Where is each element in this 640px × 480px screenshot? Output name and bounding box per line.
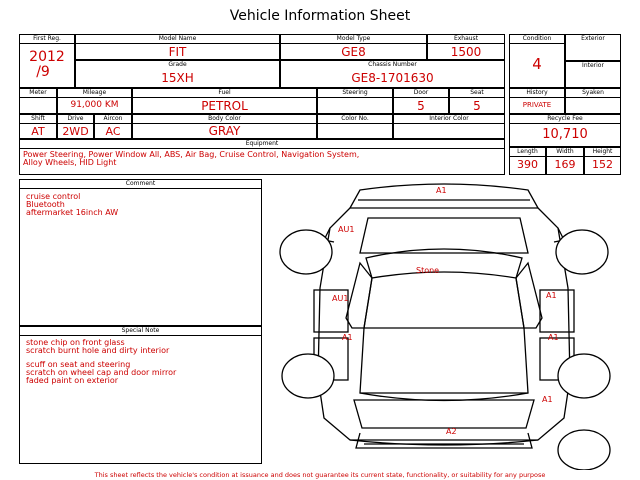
equipment-line2: Alloy Wheels, HID Light <box>23 158 117 167</box>
seat-value: 5 <box>473 99 481 113</box>
exhaust-label: Exhaust <box>453 35 479 42</box>
special-note-line: scuff on seat and steering <box>26 360 131 369</box>
damage-mark: Stone <box>416 266 440 275</box>
syaken-label: Syaken <box>582 89 604 96</box>
fuel-cell <box>132 88 317 114</box>
aircon-label: Aircon <box>103 115 123 122</box>
grade-cell <box>75 60 280 88</box>
door-label: Door <box>413 89 429 96</box>
drive-value: 2WD <box>62 125 89 138</box>
damage-mark: AU1 <box>332 294 349 303</box>
exhaust-cell <box>427 34 505 60</box>
color-no-label: Color No. <box>341 115 369 122</box>
comment-line: Bluetooth <box>26 200 65 209</box>
first-reg-month: /9 <box>36 64 50 80</box>
color-no-cell <box>317 114 393 139</box>
equipment-label: Equipment <box>245 140 279 147</box>
equipment-line1: Power Steering, Power Window All, ABS, Air Bag, Cruise Control, Navigation System, <box>23 150 360 159</box>
width-value: 169 <box>554 158 576 171</box>
chassis-label: Chassis Number <box>368 61 417 68</box>
special-note-label: Special Note <box>121 327 160 334</box>
equipment-cell <box>19 139 505 175</box>
damage-mark: AU1 <box>338 225 355 234</box>
special-note-line: scratch burnt hole and dirty interior <box>26 346 170 355</box>
exhaust-value: 1500 <box>450 45 482 59</box>
height-value: 152 <box>592 158 613 171</box>
meter-cell <box>19 88 57 114</box>
door-cell <box>393 88 449 114</box>
damage-mark: A1 <box>546 291 557 300</box>
mileage-value: 91,000 KM <box>70 100 119 110</box>
model-name-label: Model Name <box>158 35 197 42</box>
grade-value: 15XH <box>161 71 194 85</box>
comment-box <box>19 179 262 326</box>
shift-cell <box>19 114 57 139</box>
interior-label: Interior <box>582 62 604 69</box>
interior-color-cell <box>393 114 505 139</box>
fuel-value: PETROL <box>201 99 248 113</box>
height-label: Height <box>592 148 613 155</box>
model-type-label: Model Type <box>336 35 371 42</box>
history-cell <box>509 88 565 114</box>
first-reg-label: First Reg. <box>33 35 61 42</box>
shift-label: Shift <box>31 115 45 122</box>
recycle-fee-value: 10,710 <box>542 127 588 142</box>
syaken-cell <box>565 88 621 114</box>
comment-label: Comment <box>125 180 156 187</box>
condition-value: 4 <box>532 55 542 73</box>
chassis-cell <box>280 60 505 88</box>
aircon-cell <box>94 114 132 139</box>
page-title: Vehicle Information Sheet <box>229 8 411 24</box>
special-note-line: faded paint on exterior <box>26 376 119 385</box>
width-cell <box>546 147 584 175</box>
shift-value: AT <box>31 125 45 138</box>
condition-cell <box>509 34 565 88</box>
meter-label: Meter <box>29 89 47 96</box>
car-damage-diagram <box>268 178 620 470</box>
body-color-value: GRAY <box>208 124 241 138</box>
model-type-cell <box>280 34 427 60</box>
interior-cell <box>565 61 621 88</box>
footer-disclaimer: This sheet reflects the vehicle's condition at issuance and does not guarantee its current state, functionality, or suitability for any purpose <box>94 471 546 479</box>
first-reg-year: 2012 <box>29 49 65 65</box>
mileage-label: Mileage <box>82 89 107 96</box>
condition-label: Condition <box>522 35 552 42</box>
model-type-value: GE8 <box>341 45 366 59</box>
recycle-fee-cell <box>509 114 621 147</box>
damage-mark: A1 <box>436 186 447 195</box>
door-value: 5 <box>417 99 425 113</box>
length-cell <box>509 147 546 175</box>
model-name-value: FIT <box>168 45 187 59</box>
seat-label: Seat <box>470 89 484 96</box>
height-cell <box>584 147 621 175</box>
damage-mark: A1 <box>342 333 353 342</box>
drive-label: Drive <box>67 115 84 122</box>
grade-label: Grade <box>168 61 187 68</box>
length-label: Length <box>517 148 538 155</box>
comment-line: cruise control <box>26 192 81 201</box>
history-value: PRIVATE <box>522 101 552 109</box>
drive-cell <box>57 114 94 139</box>
mileage-cell <box>57 88 132 114</box>
body-color-cell <box>132 114 317 139</box>
width-label: Width <box>556 148 574 155</box>
damage-mark: A1 <box>542 395 553 404</box>
fuel-label: Fuel <box>218 89 231 96</box>
damage-mark: A2 <box>446 427 457 436</box>
special-note-line: stone chip on front glass <box>26 338 125 347</box>
aircon-value: AC <box>105 125 121 138</box>
model-name-cell <box>75 34 280 60</box>
chassis-value: GE8-1701630 <box>351 71 434 85</box>
special-note-line: scratch on wheel cap and door mirror <box>26 368 177 377</box>
seat-cell <box>449 88 505 114</box>
steering-label: Steering <box>342 89 368 96</box>
first-reg-cell <box>19 34 75 88</box>
comment-line: aftermarket 16inch AW <box>26 208 119 217</box>
length-value: 390 <box>517 158 538 171</box>
steering-cell <box>317 88 393 114</box>
body-color-label: Body Color <box>208 115 241 122</box>
exterior-label: Exterior <box>581 35 605 42</box>
history-label: History <box>526 89 548 96</box>
recycle-fee-label: Recycle Fee <box>547 115 583 122</box>
interior-color-label: Interior Color <box>429 115 469 122</box>
special-note-box <box>19 326 262 464</box>
damage-mark: A1 <box>548 333 559 342</box>
exterior-cell <box>565 34 621 61</box>
